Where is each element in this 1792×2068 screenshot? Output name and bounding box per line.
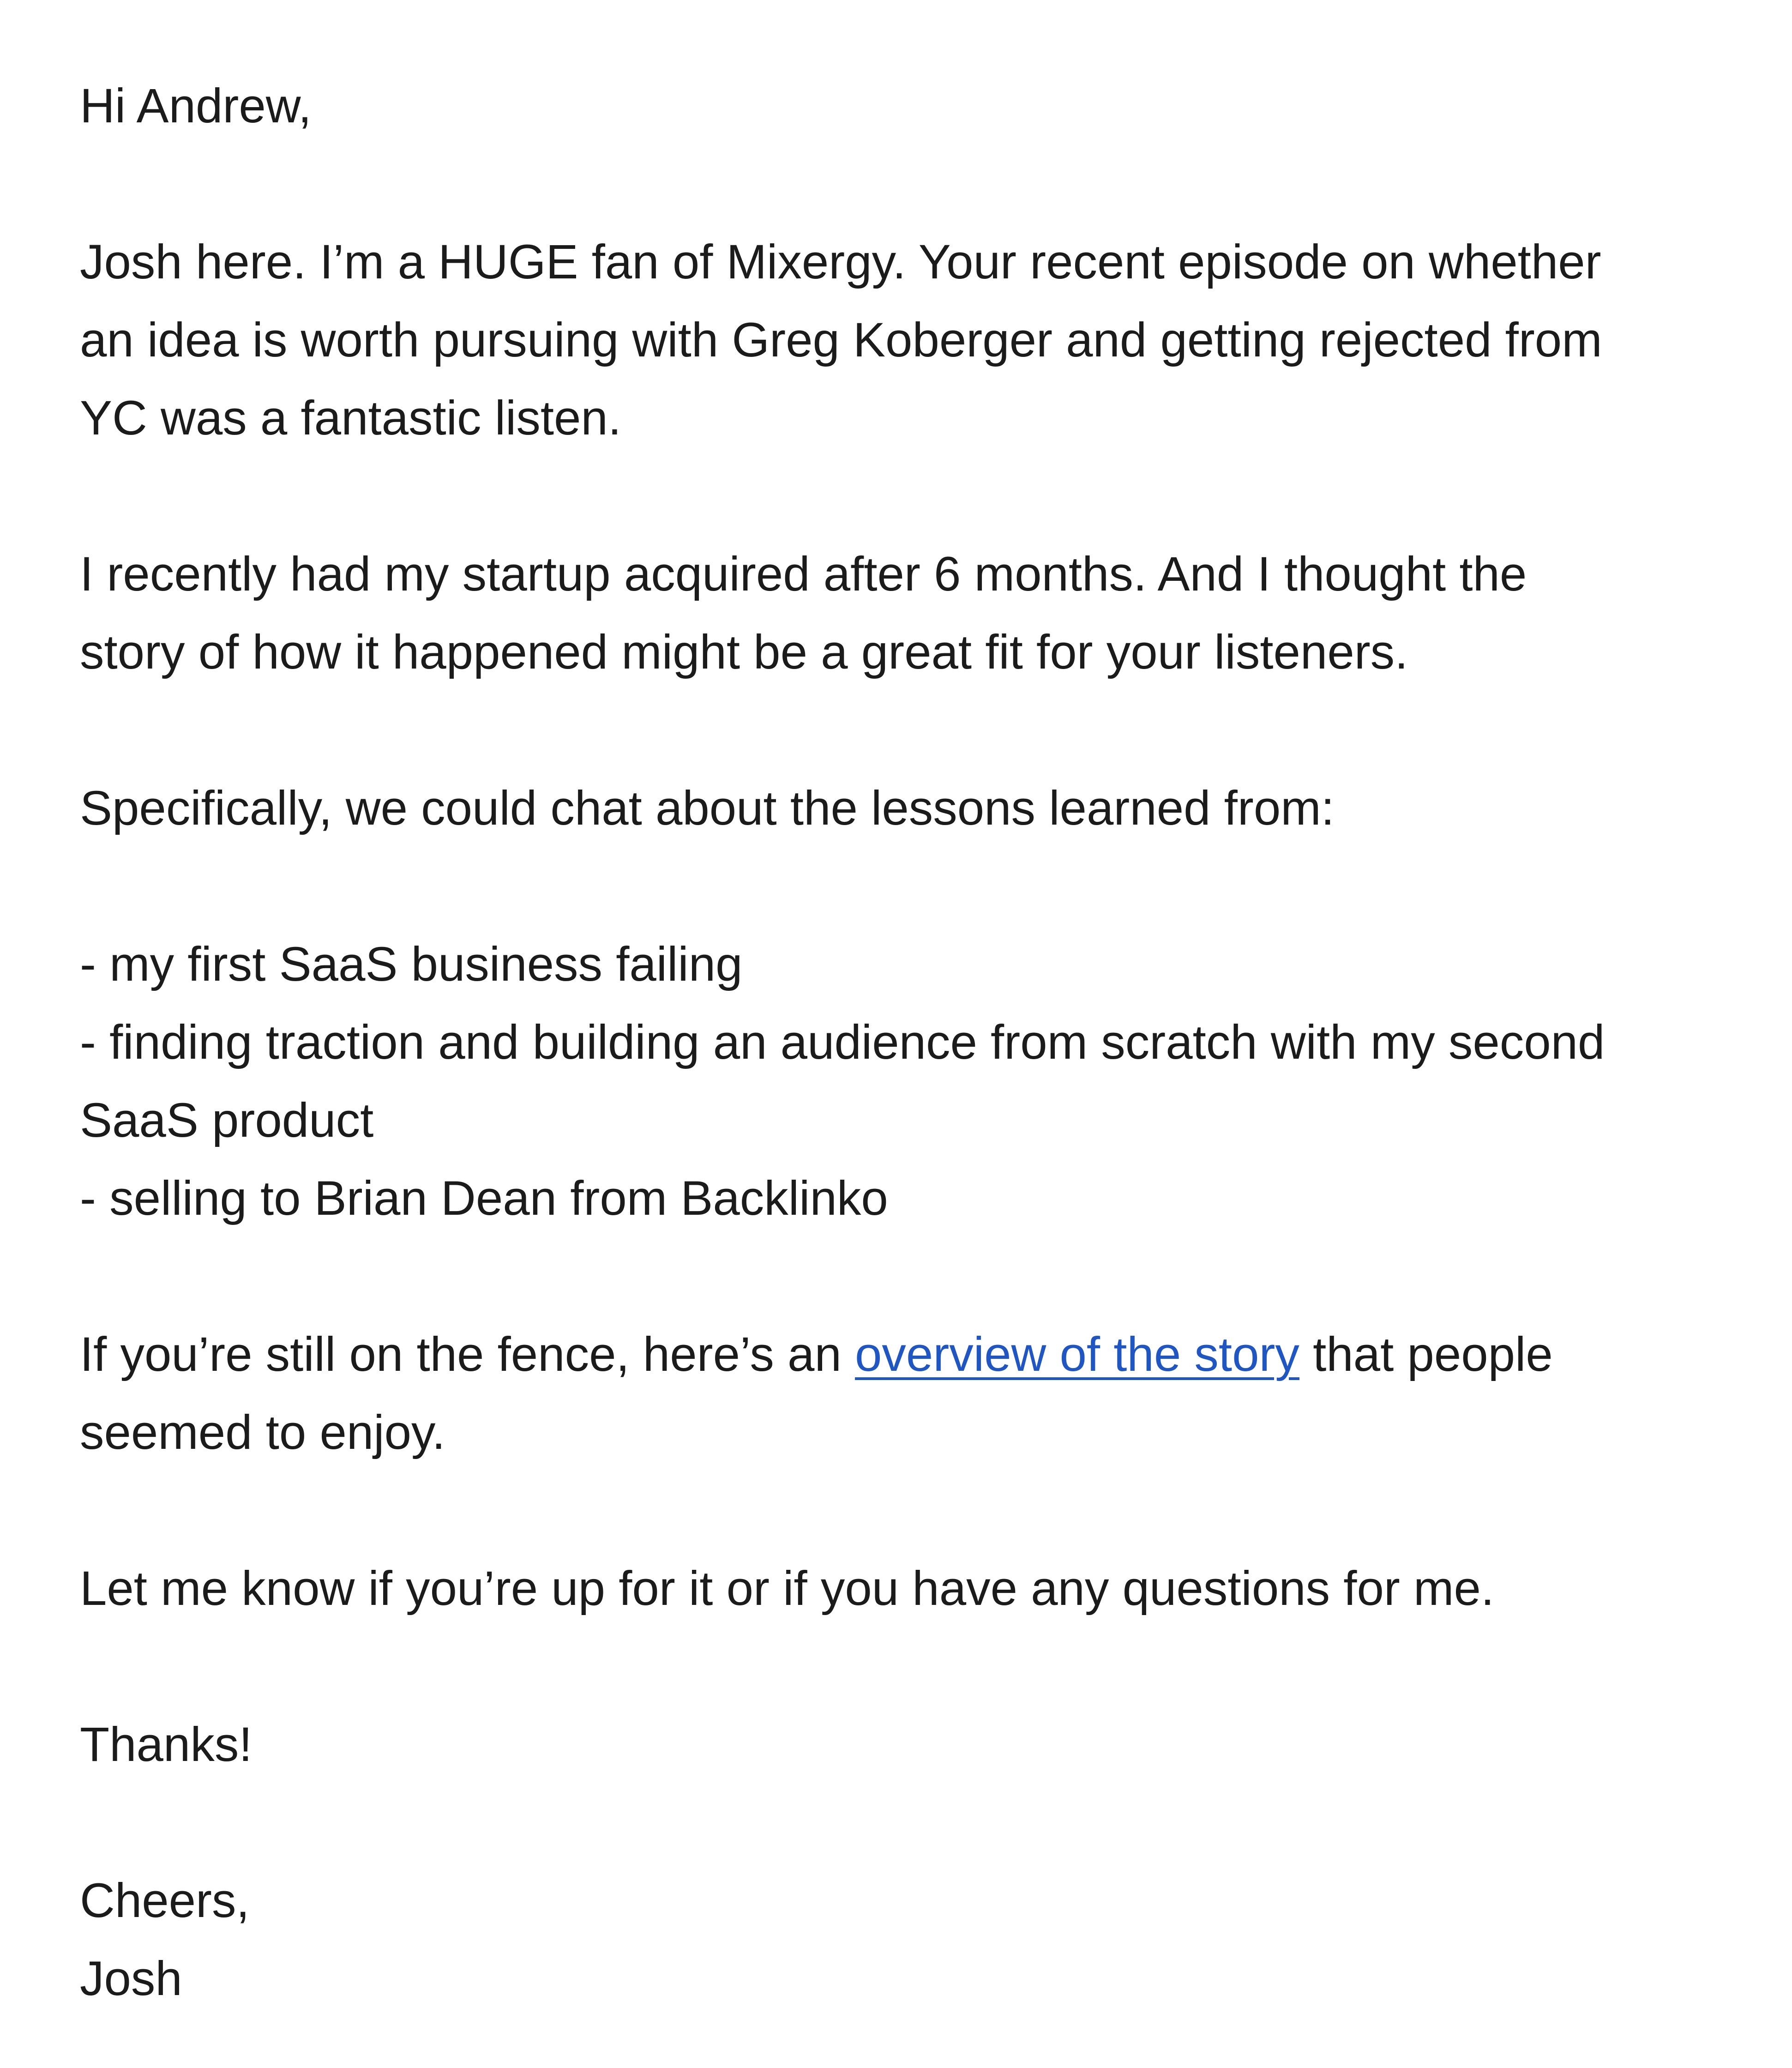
thanks-line: Thanks!	[80, 1718, 253, 1772]
story-line-2: story of how it happened might be a great fit for your listeners.	[80, 625, 1408, 679]
paragraph-gap	[80, 145, 1723, 223]
story-paragraph	[80, 535, 1723, 691]
fence-line-2: seemed to enjoy.	[80, 1405, 445, 1459]
lesson-item: - selling to Brian Dean from Backlinko	[80, 1171, 888, 1225]
email-body	[80, 67, 1723, 2018]
lesson-item: - my first SaaS business failing	[80, 937, 743, 991]
lesson-item: - finding traction and building an audience from scratch with my second	[80, 1015, 1605, 1069]
fence-text-after-link: that people	[1299, 1327, 1553, 1381]
paragraph-gap	[80, 847, 1723, 925]
paragraph-gap	[80, 1237, 1723, 1315]
paragraph-gap	[80, 691, 1723, 769]
paragraph-gap	[80, 1471, 1723, 1549]
intro-line-1: Josh here. I’m a HUGE fan of Mixergy. Your recent episode on whether	[80, 235, 1601, 289]
intro-line-2: an idea is worth pursuing with Greg Koberger and getting rejected from	[80, 313, 1602, 367]
overview-story-link[interactable]: overview of the story	[855, 1327, 1299, 1381]
sign-off: Cheers,	[80, 1874, 250, 1928]
greeting: Hi Andrew,	[80, 79, 312, 133]
intro-line-3: YC was a fantastic listen.	[80, 391, 621, 445]
fence-text-before-link: If you’re still on the fence, here’s an	[80, 1327, 855, 1381]
paragraph-gap	[80, 1628, 1723, 1706]
lessons-list	[80, 925, 1723, 1237]
paragraph-gap	[80, 1784, 1723, 1862]
lessons-intro: Specifically, we could chat about the lessons learned from:	[80, 781, 1335, 835]
intro-paragraph	[80, 223, 1723, 457]
signature: Josh	[80, 1952, 182, 2006]
fence-line-1	[80, 1315, 1723, 1393]
fence-paragraph	[80, 1315, 1723, 1471]
closing-question: Let me know if you’re up for it or if you have any questions for me.	[80, 1562, 1495, 1616]
lesson-item-continuation: SaaS product	[80, 1093, 374, 1147]
story-line-1: I recently had my startup acquired after 6 months. And I thought the	[80, 547, 1527, 601]
paragraph-gap	[80, 457, 1723, 535]
